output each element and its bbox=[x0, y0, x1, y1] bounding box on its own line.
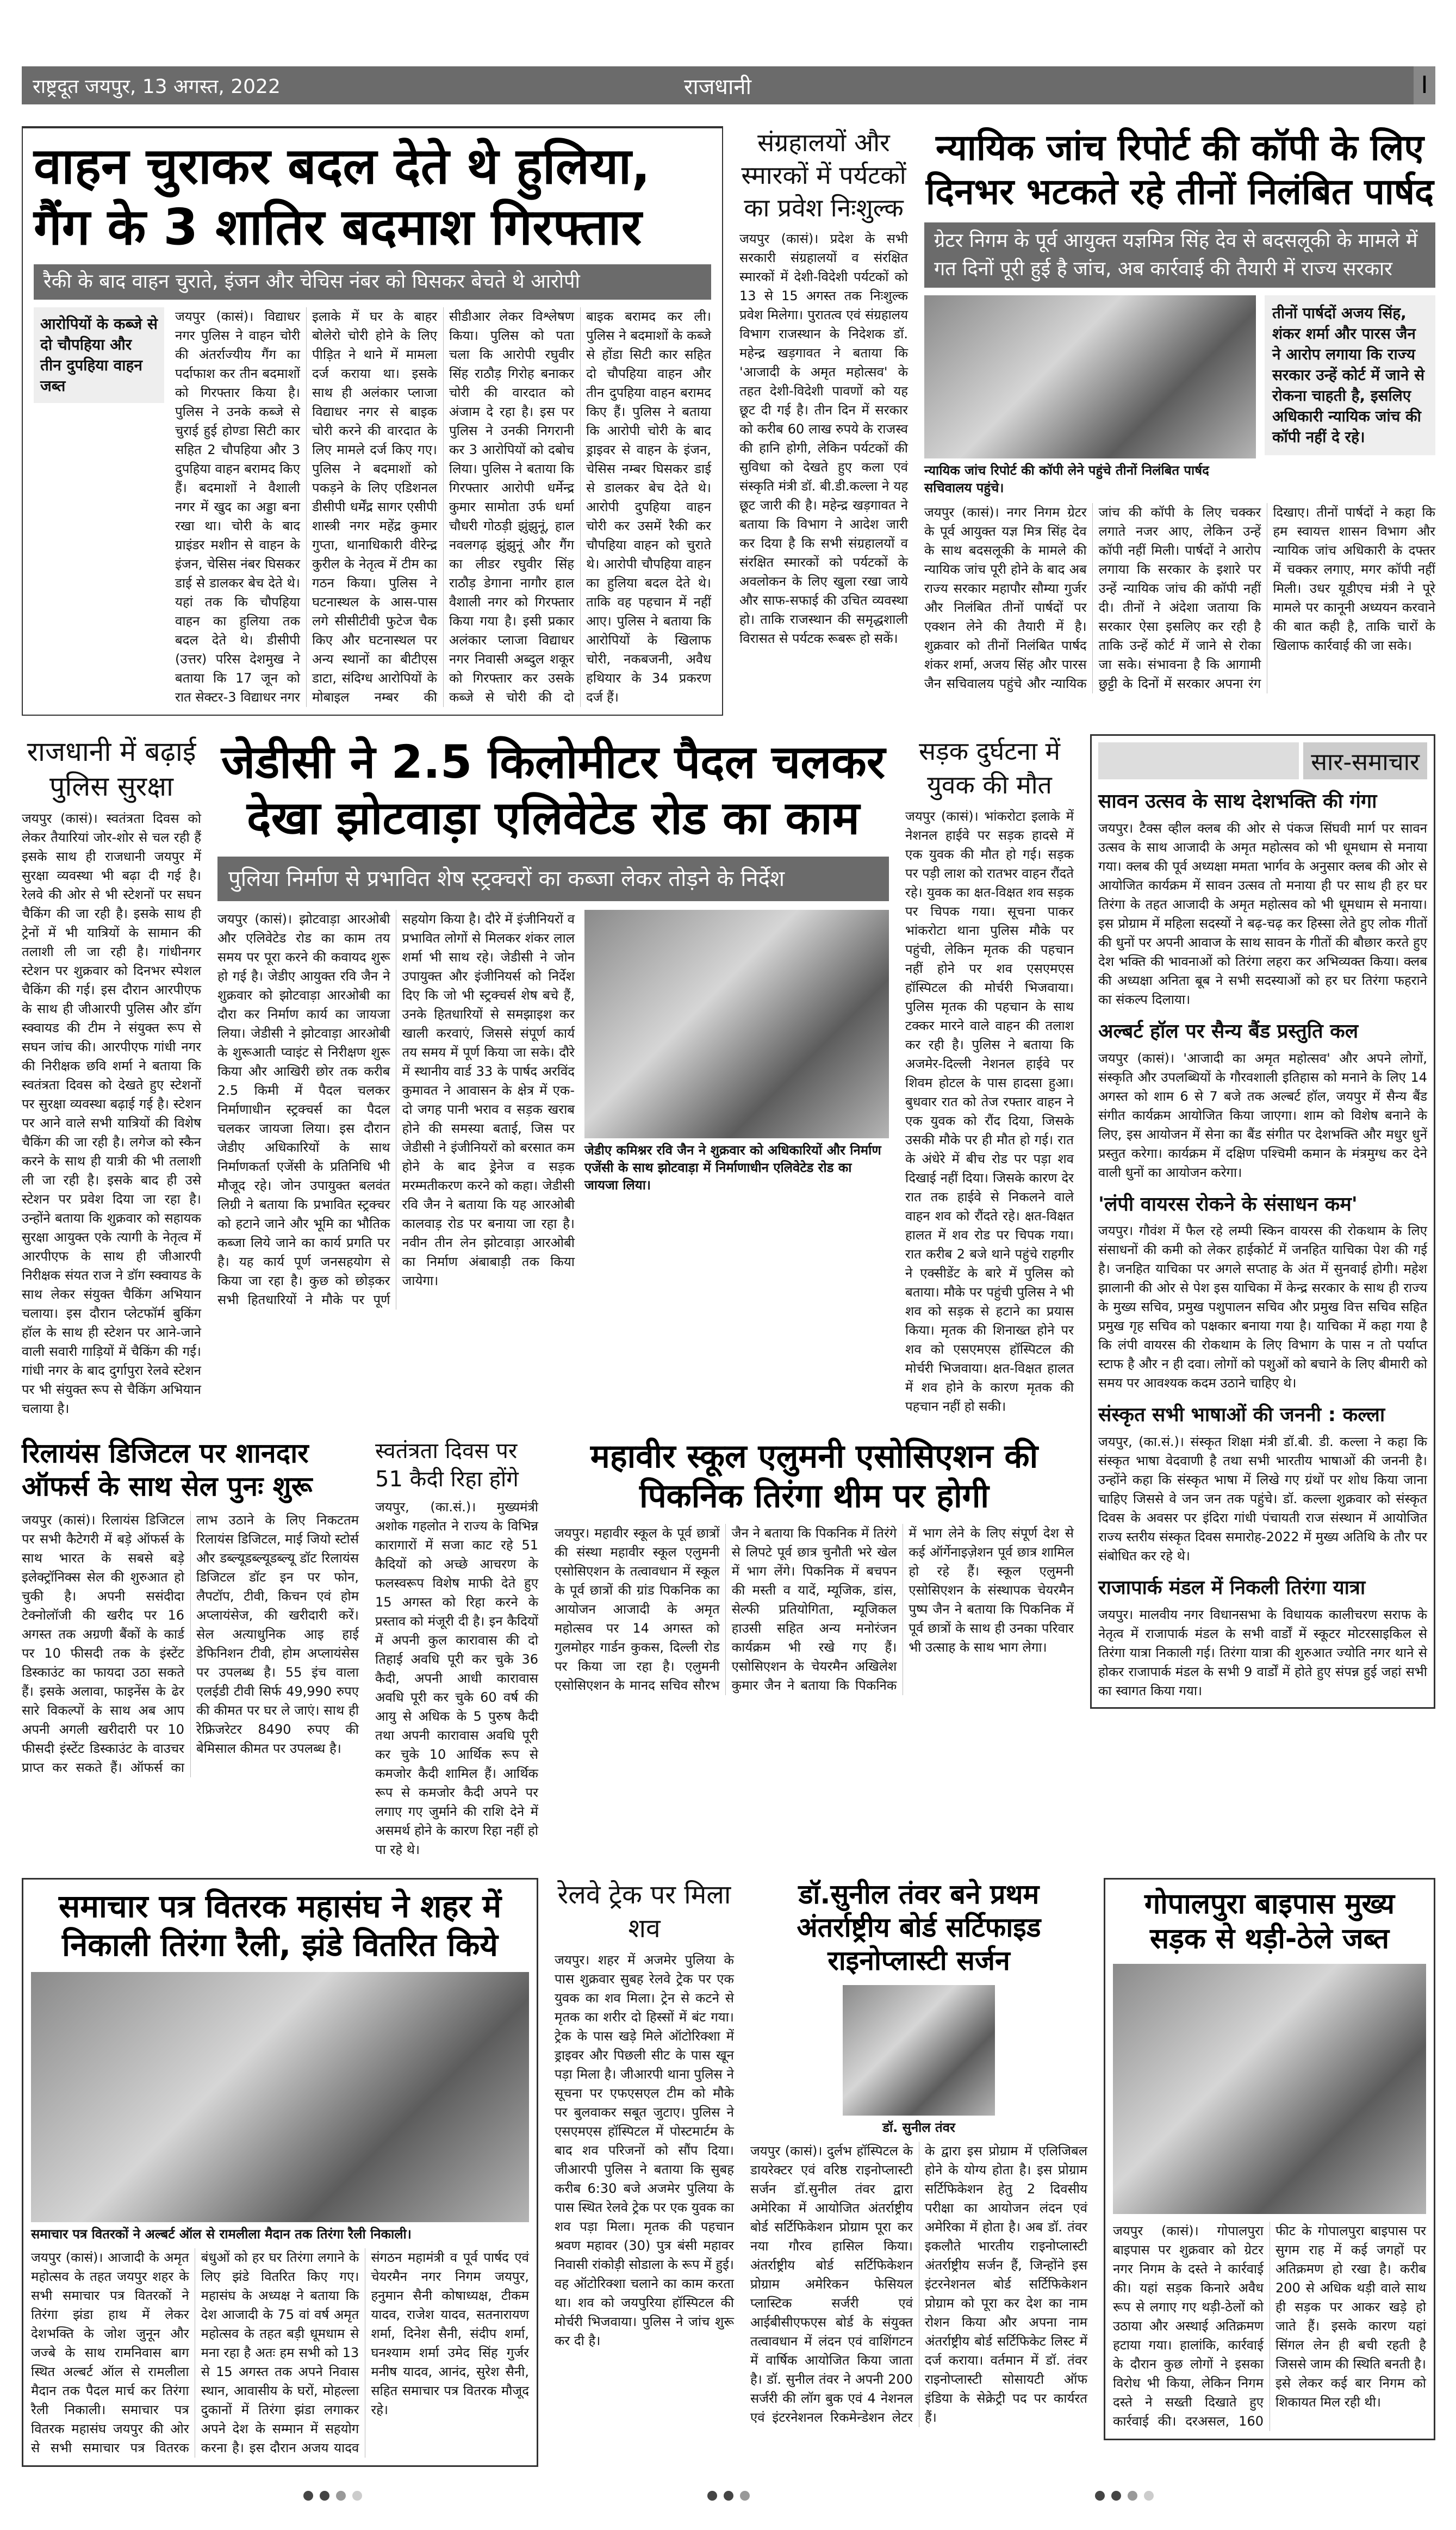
story-prisoners-release bbox=[375, 1437, 538, 1859]
brief-body: जयपुर। टैक्स व्हील क्लब की ओर से पंकज सिंघवी मार्ग पर सावन उत्सव के साथ आजादी के अमृत महोत्सव को भी धूमधाम से मनाया गया। क्लब की पूर्व अध्यक्षा ममता भार्गव के अनुसार क्लब की ओर से आयोजित कार्यक्रम में सावन उत्सव तो मनाया ही पर साथ ही हर घर तिरंगा के तहत आजादी के अमृत महोत्सव को भी धूमधाम से मनाया। इस प्रोग्राम में महिला सदस्यों ने बढ़-चढ़ कर हिस्सा लेते हुए लोक गीतों की धुनों पर अपनी आवाज के साथ सावन के गीतों की बौछार करते हुए देश भक्ति की भावनाओं को तिरंगा लहरा कर अभिव्यक्त किया। क्लब की अध्यक्षा अनिता बूब ने सभी सदस्याओं को हर घर तिरंगा फहराने का संकल्प दिलाया। bbox=[1098, 820, 1427, 1007]
middle-left bbox=[22, 734, 1074, 1859]
story-road-accident bbox=[905, 734, 1074, 1416]
news-photo bbox=[1113, 1964, 1426, 2214]
headline: गोपालपुरा बाइपास मुख्य सड़क से थड़ी-ठेले जब्त bbox=[1144, 1888, 1395, 1955]
row-top bbox=[22, 126, 1435, 716]
page-number: I bbox=[1414, 66, 1435, 104]
news-photo bbox=[924, 295, 1256, 458]
brief-body: जयपुर (कासं)। 'आजादी का अमृत महोत्सव' और अपने लोगों, संस्कृति और उपलब्धियों के गौरवशाली इतिहास को मनाने के लिए 14 अगस्त को शाम 6 से 7 बजे तक अल्बर्ट हॉल, जयपुर में सैन्य बैंड संगीत कार्यक्रम आयोजित किया जाएगा। शाम को विशेष बनाने के लिए, इस आयोजन में सेना का बैंड संगीत पर देशभक्ति और मधुर धुनें प्रस्तुत करेगा। कार्यक्रम में दक्षिण पश्चिमी कमान के मंत्रमुग्ध कर देने वाली धुनों का आयोजन करेगा। bbox=[1098, 1050, 1427, 1180]
article-body: जयपुर (कासं)। स्वतंत्रता दिवस को लेकर तैयारियां जोर-शोर से चल रही हैं इसके साथ ही राजधानी जयपुर में सुरक्षा व्यवस्था भी बढ़ा दी गई है। रेलवे की ओर से भी स्टेशनों पर सघन चैकिंग की जा रही है। इसके साथ ही ट्रेनों में भी यात्रियों के सामान की तलाशी ली जा रही है। गांधीनगर स्टेशन पर शुक्रवार को दिनभर स्पेशल चैकिंग की गई। इस दौरान आरपीएफ के साथ ही जीआरपी पुलिस और डॉग स्क्वायड की टीम ने संयुक्त रूप से सघन जांच की। आरपीएफ गांधी नगर की निरीक्षक छवि शर्मा ने बताया कि स्वतंत्रता दिवस को देखते हुए स्टेशनों पर सुरक्षा व्यवस्था बढ़ाई गई है। स्टेशन पर आने वाले सभी यात्रियों की विशेष चैकिंग की जा रही है। लगेज को स्कैन करने के साथ ही यात्री की भी तलाशी ली जा रही है। इसके बाद ही उसे स्टेशन पर प्रवेश दिया जा रहा है। उन्होंने बताया कि शुक्रवार को सहायक सुरक्षा आयुक्त एके त्यागी के नेतृत्व में आरपीएफ के साथ ही जीआरपी निरीक्षक संयत राज ने डॉग स्क्वायड के साथ लेकर संयुक्त चैकिंग अभियान चलाया। इस दौरान प्लेटफॉर्म बुकिंग हॉल के साथ ही स्टेशन पर आने-जाने वाली सवारी गाड़ियों में चैकिंग की गई। गांधी नगर के बाद दुर्गापुरा रेलवे स्टेशन पर भी संयुक्त रूप से चैकिंग अभियान चलाया है। bbox=[22, 811, 201, 1417]
story-reliance bbox=[22, 1437, 359, 1777]
story-mahavir-school bbox=[555, 1437, 1074, 1695]
article-body: जयपुर (कासं)। भांकरोटा इलाके में नेशनल हाईवे पर सड़क हादसे में एक युवक की मौत हो गई। सड़क पर पड़ी लाश को रातभर वाहन रौंदते रहे। युवक का क्षत-विक्षत शव सड़क पर चिपक गया। सूचना पाकर भांकरोटा थाना पुलिस मौके पर पहुंची, लेकिन मृतक की पहचान नहीं होने पर शव एसएमएस हॉस्पिटल की मोर्चरी भिजवाया। पुलिस मृतक की पहचान के साथ टक्कर मारने वाले वाहन की तलाश कर रही है। पुलिस ने बताया कि अजमेर-दिल्ली नेशनल हाईवे पर शिवम होटल के पास हादसा हुआ। बुधवार रात को तेज रफ्तार वाहन ने एक युवक को रौंद दिया, जिसके उसकी मौके पर ही मौत हो गई। रात के अंधेरे में बीच रोड पर पड़ा शव दिखाई नहीं दिया। जिसके कारण देर रात तक हाईवे से निकलने वाले वाहन शव को रौंदते रहे। क्षत-विक्षत हालत में शव रोड पर चिपक गया। रात करीब 2 बजे थाने पहुंचे राहगीर ने एक्सीडेंट के बारे में पुलिस को बताया। मौके पर पहुंची पुलिस ने भी शव को सड़क से हटाने का प्रयास किया। मृतक की शिनाख्त होने पर शव को एसएमएस हॉस्पिटल की मोर्चरी भिजवाया। क्षत-विक्षत हालत में शव होने के कारण मृतक की पहचान नहीं हो सकी। bbox=[905, 809, 1074, 1415]
row-second bbox=[22, 734, 1074, 1418]
story-vehicle-theft bbox=[22, 126, 723, 716]
article-body: जयपुर (कासं)। गोपालपुरा बाइपास पर शुक्रवार को ग्रेटर नगर निगम के दस्ते ने कार्रवाई की। यहां सड़क किनारे अवैध रूप से लगाए गए थड़ी-ठेलों को उठाया और अस्थाई अतिक्रमण हटाया गया। हालांकि, कार्रवाई के दौरान कुछ लोगों ने इसका विरोध भी किया, लेकिन निगम दस्ते ने सख्ती दिखाते हुए कार्रवाई की। दरअसल, 160 फीट के गोपालपुरा बाइपास पर सुगम राह में कई जगहों पर अतिक्रमण हो रखा है। करीब 200 से अधिक थड़ी वाले साथ ही सड़क पर आकर खड़े हो जाते हैं। इसके कारण यहां सिंगल लेन ही बची रहती है जिससे जाम की स्थिति बनती है। इसे लेकर कई बार निगम को शिकायत मिल रही थी। bbox=[1113, 2223, 1426, 2429]
photo-caption: डॉ. सुनील तंवर bbox=[882, 2120, 955, 2136]
story-dr-sunil-tanwar bbox=[750, 1878, 1087, 2427]
subheadline: रैकी के बाद वाहन चुराते, इंजन और चेचिस नंबर को घिसकर बेचते थे आरोपी bbox=[34, 264, 711, 300]
highlight-box: तीनों पार्षदों अजय सिंह, शंकर शर्मा और पारस जैन ने आरोप लगाया कि राज्य सरकार उन्हें कोर्ट में जाने से रोकना चाहती है, इसलिए अधिकारी न्यायिक जांच की कॉपी नहीं दे रहे। bbox=[1265, 295, 1435, 455]
news-photo bbox=[31, 1972, 529, 2222]
photo-caption: समाचार पत्र वितरकों ने अल्बर्ट ऑल से रामलीला मैदान तक तिरंगा रैली निकाली। bbox=[31, 2226, 412, 2242]
brief-body: जयपुर। मालवीय नगर विधानसभा के विधायक कालीचरण सराफ के नेतृत्व में राजापार्क मंडल के सभी वार्डों में स्कूटर मोटरसाइकिल से तिरंगा यात्रा निकाली गई। तिरंगा यात्रा की शुरुआत ज्योति नगर थाने से होकर राजापार्क मंडल के सभी 9 वार्डों में होते हुए संपन्न हुई जहां सभी का स्वागत किया गया। bbox=[1098, 1607, 1427, 1699]
page-content bbox=[22, 126, 1435, 2530]
headline: वाहन चुराकर बदल देते थे हुलिया, गैंग के 3 शातिर बदमाश गिरफ्तार bbox=[34, 137, 651, 257]
news-brief-sidebar bbox=[1090, 734, 1435, 1709]
story-museum bbox=[739, 126, 908, 648]
subheadline: पुलिया निर्माण से प्रभावित शेष स्ट्रक्चरों का कब्जा लेकर तोड़ने के निर्देश bbox=[217, 857, 889, 901]
dateline: राष्ट्रदूत जयपुर, 13 अगस्त, 2022 bbox=[33, 75, 281, 98]
story-gopalpura bbox=[1104, 1878, 1435, 2440]
brief-body: जयपुर, (का.सं.)। संस्कृत शिक्षा मंत्री डॉ.बी. डी. कल्ला ने कहा कि संस्कृत भाषा वेदवाणी है तथा सभी भारतीय भाषाओं की जननी है। उन्होंने कहा कि संस्कृत भाषा में लिखे गए ग्रंथों पर शोध किया जाना चाहिए जिससे वे जन जन तक पहुंचे। डॉ. कल्ला शुक्रवार को संस्कृत दिवस के अवसर पर इंदिरा गांधी पंचायती राज संस्थान में आयोजित राज्य स्तरीय संस्कृत दिवस समारोह-2022 में मुख्य अतिथि के तौर पर संबोधित कर रहे थे। bbox=[1098, 1434, 1427, 1564]
article-body: जयपुर। शहर में अजमेर पुलिया के पास शुक्रवार सुबह रेलवे ट्रेक पर एक युवक का शव मिला। ट्रेन से कटने से मृतक का शरीर दो हिस्सों में बंट गया। ट्रेक के पास खड़े मिले ऑटोरिक्शा में ड्राइवर और पिछली सीट के पास खून पड़ा मिला है। जीआरपी थाना पुलिस ने सूचना पर एफएसएल टीम को मौके पर बुलवाकर सबूत जुटाए। पुलिस ने एसएमएस हॉस्पिटल में पोस्टमार्टम के बाद शव परिजनों को सौंप दिया। जीआरपी पुलिस ने बताया कि सुबह करीब 6:30 बजे अजमेर पुलिया के पास स्थित रेलवे ट्रेक पर एक युवक का शव पड़ा मिला। मृतक की पहचान श्रवण महावर (30) पुत्र बंसी महावर निवासी रांकोड़ी सोडाला के रूप में हुई। वह ऑटोरिक्शा चलाने का काम करता था। शव को जयपुरिया हॉस्पिटल की मोर्चरी भिजवाया। पुलिस ने जांच शुरू कर दी है। bbox=[555, 1952, 734, 2349]
doctor-photo bbox=[843, 1985, 995, 2116]
article-body: जयपुर (कासं)। रिलायंस डिजिटल पर सभी कैटेगरी में बड़े ऑफर्स के साथ भारत के सबसे बड़े इलेक्ट्रॉनिक्स सेल की शुरुआत हो चुकी है। अपनी ससंदीदा टेक्नोलॉजी की खरीद पर 16 अगस्त तक अग्रणी बैंकों के कार्ड पर 10 फीसदी तक के इंस्टेंट डिस्काउंट का फायदा उठा सकते हैं। इसके अलावा, फाइनेंस के ढेर सारे विकल्पों के साथ अब आप अपनी अगली खरीदारी पर 10 फीसदी इंस्टेंट डिस्काउंट के वाउचर प्राप्त कर सकते हैं। ऑफर्स का लाभ उठाने के लिए निकटतम रिलायंस डिजिटल, माई जियो स्टोर्स और डब्ल्यूडब्ल्यूडब्ल्यू डॉट रिलायंस डिजिटल डॉट इन पर फोन, लैपटॉप, टीवी, किचन एवं होम अप्लायंसेज, की खरीदारी करें। सेल अत्याधुनिक आइ हाई डेफिनिशन टीवी, होम अप्लायंसेस पर उपलब्ध है। 55 इंच वाला एलईडी टीवी सिर्फ 49,990 रुपए की कीमत पर घर ले जाएं। साथ ही रेफ्रिजरेटर 8490 रुपए की बेमिसाल कीमत पर उपलब्ध है। bbox=[22, 1512, 359, 1776]
article-body: जयपुर (कासं)। प्रदेश के सभी सरकारी संग्रहालयों व संरक्षित स्मारकों में देशी-विदेशी पर्यटकों को 13 से 15 अगस्त तक निःशुल्क प्रवेश मिलेगा। पुरातत्व एवं संग्रहालय विभाग राजस्थान के निदेशक डॉ. महेन्द्र खड़गावत ने बताया कि 'आजादी के अमृत महोत्सव' के तहत देशी-विदेशी पावणों को यह छूट दी गई है। तीन दिन में सरकार को करीब 60 लाख रुपये के राजस्व की हानि होगी, लेकिन पर्यटकों की सुविधा को देखते हुए कला एवं संस्कृति मंत्री डॉ. बी.डी.कल्ला ने यह छूट जारी की है। महेन्द्र खड़गावत ने बताया कि विभाग ने आदेश जारी कर दिया है कि सभी संग्रहालयों व संरक्षित स्मारकों को पर्यटकों के अवलोकन के लिए खुला रखा जाये और साफ-सफाई की उचित व्यवस्था हो। ताकि राजस्थान की समृद्धशाली विरासत से पर्यटक रूबरू हो सकें। bbox=[739, 231, 908, 646]
headline: रेलवे ट्रेक पर मिला शव bbox=[557, 1880, 731, 1944]
subheadline: ग्रेटर निगम के पूर्व आयुक्त यज्ञमित्र सिंह देव से बदसलूकी के मामले में गत दिनों पूरी हुई है जांच, अब कार्रवाई की तैयारी में राज्य सरकार bbox=[924, 222, 1435, 288]
story-police-security bbox=[22, 734, 201, 1418]
headline: सड़क दुर्घटना में युवक की मौत bbox=[918, 736, 1061, 800]
article-body: जयपुर (कासं)। नगर निगम ग्रेटर के पूर्व आयुक्त यज्ञ मित्र सिंह देव के साथ बदसलूकी के मामले की न्यायिक जांच पूरी होने के बाद अब राज्य सरकार महापौर सौम्या गुर्जर और निलंबित तीनों पार्षदों पर एक्शन लेने की तैयारी में है। शुक्रवार को तीनों निलंबित पार्षद शंकर शर्मा, अजय सिंह और पारस जैन सचिवालय पहुंचे और न्यायिक जांच की कॉपी के लिए चक्कर लगाते नजर आए, लेकिन उन्हें कॉपी नहीं मिली। पार्षदों ने आरोप लगाया कि सरकार के इशारे पर उन्हें न्यायिक जांच की कॉपी नहीं दी। तीनों ने अंदेशा जताया कि सरकार ऐसा इसलिए कर रही है ताकि उन्हें कोर्ट में जाने से रोका जा सके। संभावना है कि आगामी छुट्टी के दिनों में सरकार अपना रंग दिखाए। तीनों पार्षदों ने कहा कि हम स्वायत्त शासन विभाग और न्यायिक जांच अधिकारी के दफ्तर में चक्कर लगाए, मगर कॉपी नहीं मिली। उधर यूडीएच मंत्री ने पूरे मामले पर कानूनी अध्ययन करवाने की बात कही है, ताकि चारों के खिलाफ कार्रवाई की जा सके। bbox=[924, 505, 1435, 692]
page-header bbox=[22, 66, 1414, 104]
print-marks bbox=[22, 2485, 1435, 2508]
story-parshad bbox=[924, 126, 1435, 693]
article-body: जयपुर (कासं)। दुर्लभ हॉस्पिटल के डायरेक्टर एवं वरिष्ठ राइनोप्लास्टी सर्जन डॉ.सुनील तंवर द्वारा अमेरिका में आयोजित अंतर्राष्ट्रीय बोर्ड सर्टिफिकेशन प्रोग्राम पूरा कर नया गौरव हासिल किया। अंतर्राष्ट्रीय बोर्ड सर्टिफिकेशन प्रोग्राम अमेरिकन फेसियल प्लास्टिक सर्जरी एवं आईबीसीएफएस बोर्ड के संयुक्त तत्वावधान में लंदन एवं वाशिंगटन में वार्षिक आयोजित किया जाता है। डॉ. सुनील तंवर ने अपनी 200 सर्जरी की लॉग बुक एवं 4 नेशनल एवं इंटरनेशनल रिकमेन्डेशन लेटर के द्वारा इस प्रोग्राम में एलिजिबल होने के योग्य होता है। इस प्रोग्राम सर्टिफिकेशन हेतु 2 दिवसीय परीक्षा का आयोजन लंदन एवं अमेरिका में होता है। अब डॉ. तंवर इकलौते भारतीय राइनोप्लास्टी अंतर्राष्ट्रीय सर्जन हैं, जिन्होंने इस इंटरनेशनल बोर्ड सर्टिफिकेशन प्रोग्राम को पूरा कर देश का नाम रोशन किया और अपना नाम अंतर्राष्ट्रीय बोर्ड सर्टिफिकेट लिस्ट में दर्ज कराया। वर्तमान में डॉ. तंवर राइनोप्लास्टी सोसायटी ऑफ इंडिया के सेक्रेट्री पद पर कार्यरत हैं। bbox=[750, 2143, 1087, 2426]
article-body: जयपुर, (का.सं.)। मुख्यमंत्री अशोक गहलोत ने राज्य के विभिन्न कारागारों में सजा काट रहे 51 कैदियों को अच्छे आचरण के फलस्वरूप विशेष माफी देते हुए 15 अगस्त को रिहा करने के प्रस्ताव को मंजूरी दी है। इन कैदियों में अपनी कुल कारावास की दो तिहाई अवधि पूरी कर चुके 36 कैदी, अपनी आधी कारावास अवधि पूरी कर चुके 60 वर्ष की आयु से अधिक के 5 पुरुष कैदी तथा अपनी कारावास अवधि पूरी कर चुके 10 आर्थिक रूप से कमजोर कैदी शामिल हैं। आर्थिक रूप से कमजोर कैदी अपने पर लगाए गए जुर्माने की राशि देने में असमर्थ होने के कारण रिहा नहीं हो पा रहे थे। bbox=[375, 1499, 538, 1858]
row-bottom bbox=[22, 1878, 1435, 2467]
brief-headline: संस्कृत सभी भाषाओं की जननी : कल्ला bbox=[1098, 1404, 1385, 1427]
brief-headline: अल्बर्ट हॉल पर सैन्य बैंड प्रस्तुति कल bbox=[1098, 1020, 1359, 1043]
headline: महावीर स्कूल एलुमनी एसोसिएशन की पिकनिक तिरंगा थीम पर होगी bbox=[590, 1437, 1038, 1516]
headline: संग्रहालयों और स्मारकों में पर्यटकों का प्रवेश निःशुल्क bbox=[741, 128, 906, 222]
photo-caption: जेडीए कमिश्नर रवि जैन ने शुक्रवार को अधिकारियों और निर्माण एजेंसी के साथ झोटवाड़ा में निर्माणाधीन एलिवेटेड रोड का जायजा लिया। bbox=[584, 1143, 881, 1193]
brief-headline: राजापार्क मंडल में निकली तिरंगा यात्रा bbox=[1098, 1577, 1366, 1599]
article-body: जयपुर। महावीर स्कूल के पूर्व छात्रों की संस्था महावीर स्कूल एलुमनी एसोसिएशन के तत्वावधान में स्कूल के पूर्व छात्रों की ग्रांड पिकनिक का आयोजन आजादी के अमृत महोत्सव पर 14 अगस्त को गुलमोहर गार्डन कुकस, दिल्ली रोड पर किया जा रहा है। एलुमनी एसोसिएशन के मानद सचिव सौरभ जैन ने बताया कि पिकनिक में तिरंगे से लिपटे पूर्व छात्र चुनौती भरे खेल में भाग लेंगे। पिकनिक में बचपन की मस्ती व यादें, म्यूजिक, डांस, सेल्फी प्रतियोगिता, म्यूजिकल हाउसी सहित अन्य मनोरंजन कार्यक्रम भी रखे गए हैं। एसोसिएशन के चेयरमैन अखिलेश कुमार जैन ने बताया कि पिकनिक में भाग लेने के लिए संपूर्ण देश से कई ऑर्गेनाइज़ेशन पूर्व छात्र शामिल हो रहे हैं। स्कूल एलुमनी एसोसिएशन के संस्थापक चेयरमैन पुष्प जैन ने बताया कि पिकनिक में पूर्व छात्रों के साथ ही उनका परिवार भी उत्साह के साथ भाग लेगा। bbox=[555, 1526, 1074, 1694]
brief-body: जयपुर। गौवंश में फैल रहे लम्पी स्किन वायरस की रोकथाम के लिए संसाधनों की कमी को लेकर हाईकोर्ट में जनहित याचिका पेश की गई है। जनहित याचिका पर अगले सप्ताह के अंत में सुनवाई होगी। महेश झालानी की ओर से पेश इस याचिका में केन्द्र सरकार के साथ ही राज्य के मुख्य सचिव, प्रमुख पशुपालन सचिव और प्रमुख वित्त सचिव सहित प्रमुख गृह सचिव को पक्षकार बनाया गया है। याचिका में कहा गया है कि लंपी वायरस की रोकथाम के लिए विभाग के पास न तो पर्याप्त स्टाफ है और न ही दवा। लोगों को पशुओं को बचाने के लिए बीमारी को समय पर आवश्यक कदम उठाने चाहिए थे। bbox=[1098, 1223, 1427, 1391]
row-middle bbox=[22, 734, 1435, 1859]
photo-caption: न्यायिक जांच रिपोर्ट की कॉपी लेने पहुंचे तीनों निलंबित पार्षद सचिवालय पहुंचे। bbox=[924, 463, 1209, 496]
article-body: जयपुर (कासं)। झोटवाड़ा आरओबी और एलिवेटेड रोड का काम तय समय पर पूरा करने की कवायद शुरू हो गई है। जेडीए आयुक्त रवि जैन ने शुक्रवार को झोटवाड़ा आरओबी का दौरा कर निर्माण कार्य का जायजा लिया। जेडीसी ने झोटवाड़ा आरओबी के शुरूआती प्वाइंट से निरीक्षण शुरू किया और आखिरी छोर तक करीब 2.5 किमी में पैदल चलकर निर्माणाधीन स्ट्रक्चर्स का पैदल चलकर जायजा लिया। इस दौरान जेडीए अधिकारियों के साथ निर्माणकर्ता एजेंसी के प्रतिनिधि भी मौजूद रहे। जोन उपायुक्त बलवंत लिग्री ने बताया कि प्रभावित स्ट्रक्चर को हटाने जाने और भूमि का भौतिक कब्जा लिये जाने का कार्य प्रगति पर है। यह कार्य पूर्ण जनसहयोग से किया जा रहा है। कुछ को छोड़कर सभी हितधारियों ने मौके पर पूर्ण सहयोग किया है। दौरे में इंजीनियरों व प्रभावित लोगों से मिलकर शंकर लाल शर्मा भी साथ रहे। जेडीसी ने जोन उपायुक्त और इंजीनियर्स को निर्देश दिए कि जो भी स्ट्रक्चर्स शेष बचे हैं, उनके हितधारियों से समझाइश कर खाली करवाएं, जिससे संपूर्ण कार्य तय समय में पूर्ण किया जा सके। दौरे में स्थानीय वार्ड 33 के पार्षद अरविंद कुमावत ने आवासन के क्षेत्र में एक-दो जगह पानी भराव व सड़क खराब होने की समस्या बताई, जिस पर जेडीसी ने इंजीनियरों को बरसात कम होने के बाद ड्रेनेज व सड़क मरम्मतीकरण करने को कहा। जेडीसी रवि जैन ने बताया कि यह आरओबी कालवाड़ रोड पर बनाया जा रहा है। नवीन तीन लेन झोटवाड़ा आरओबी का निर्माण अंबाबाड़ी तक किया जायेगा। bbox=[217, 911, 575, 1307]
story-railway-body bbox=[555, 1878, 734, 2351]
article-body: जयपुर (कासं)। आजादी के अमृत महोत्सव के तहत जयपुर शहर के सभी समाचार पत्र वितरकों ने तिरंगा झंडा हाथ में लेकर देशभक्ति के जोश जुनून और जज्बे के साथ रामनिवास बाग स्थित अल्बर्ट ऑल से रामलीला मैदान तक पैदल मार्च कर तिरंगा रैली निकाली। समाचार पत्र वितरक महासंघ जयपुर की ओर से सभी समाचार पत्र वितरक बंधुओं को हर घर तिरंगा लगाने के लिए झंडे वितरित किए गए। महासंघ के अध्यक्ष ने बताया कि देश आजादी के 75 वां वर्ष अमृत महोत्सव के तहत बड़ी धूमधाम से मना रहा है अतः हम सभी को 13 से 15 अगस्त तक अपने निवास स्थान, आवासीय के घरों, मोहल्ला दुकानों में तिरंगा झंडा लगाकर अपने देश के सम्मान में सहयोग करना है। इस दौरान अजय यादव संगठन महामंत्री व पूर्व पार्षद एवं चेयरमैन नगर निगम जयपुर, हनुमान सैनी कोषाध्यक्ष, टीकम यादव, राजेश यादव, सतनारायण शर्मा, दिनेश सैनी, संदीप शर्मा, घनश्याम शर्मा उमेद सिंह गुर्जर मनीष यादव, आनंद, सुरेश सैनी, सहित समाचार पत्र वितरक मौजूद रहे। bbox=[31, 2249, 529, 2455]
article-body: जयपुर (कासं)। विद्याधर नगर पुलिस ने वाहन चोरी की अंतर्राज्यीय गैंग का पर्दाफाश कर तीन बदमाशों को गिरफ्तार किया है। पुलिस ने उनके कब्जे से चुराई हुई होण्डा सिटी कार सहित 2 चौपहिया और 3 दुपहिया वाहन बरामद किए हैं। बदमाशों ने वैशाली नगर में खुद का अड्डा बना रखा था। चोरी के बाद ग्राइंडर मशीन से वाहन के इंजन, चेसिस नंबर घिसकर डाई से डालकर बेच देते थे। यहां तक कि चौपहिया वाहन का हुलिया तक बदल देते थे। डीसीपी (उत्तर) परिस देशमुख ने बताया कि 17 जून को रात सेक्टर-3 विद्याधर नगर इलाके में घर के बाहर बोलेरो चोरी होने के लिए पीड़ित ने थाने में मामला दर्ज कराया था। इसके साथ ही अलंकार प्लाजा विद्याधर नगर से बाइक चोरी करने की वारदात के लिए मामले दर्ज किए गए। पुलिस ने बदमाशों को पकड़ने के लिए एडिशनल डीसीपी धर्मेंद्र सागर एसीपी शास्त्री नगर महेंद्र कुमार गुप्ता, थानाधिकारी वीरेन्द्र कुरील के नेतृत्व में टीम का गठन किया। पुलिस ने घटनास्थल के आस-पास लगे सीसीटीवी फुटेज चैक किए और घटनास्थल पर अन्य स्थानों का बीटीएस डाटा, संदिग्ध आरोपियों के मोबाइल नम्बर की सीडीआर लेकर विश्लेषण किया। पुलिस को पता चला कि आरोपी रघुवीर सिंह राठौड़ गिरोह बनाकर चोरी की वारदात को अंजाम दे रहा है। इस पर पुलिस ने उनकी निगरानी कर 3 आरोपियों को दबोच लिया। पुलिस ने बताया कि गिरफ्तार आरोपी धर्मेन्द्र कुमार सामोता उर्फ धर्मा चौधरी गोठड़ी झुंझुनूं, हाल नवलगढ़ झुंझुनूं और गैंग का लीडर रघुवीर सिंह राठौड़ डेगाना नागौर हाल वैशाली नगर को गिरफ्तार किया गया है। इसी प्रकार अलंकार प्लाजा विद्याधर नगर निवासी अब्दुल शकूर को गिरफ्तार कर उसके कब्जे से चोरी की दो बाइक बरामद कर ली। पुलिस ने बदमाशों के कब्जे से होंडा सिटी कार सहित दो चौपहिया वाहन और तीन दुपहिया वाहन बरामद किए हैं। पुलिस ने बताया कि आरोपी चोरी के बाद ड्राइवर से वाहन के इंजन, चेसिस नम्बर घिसकर डाई से डालकर बेच देते थे। आरोपी दुपहिया वाहन चोरी कर उसमें रैकी कर चौपहिया वाहन को चुराते थे। आरोपी चौपहिया वाहन का हुलिया बदल देते थे। ताकि वह पहचान में नहीं आए। पुलिस ने बताया कि आरोपियों के खिलाफ चोरी, नकबजनी, अवैध हथियार के 34 प्रकरण दर्ज हैं। bbox=[175, 309, 711, 705]
headline: न्यायिक जांच रिपोर्ट की कॉपी के लिए दिनभर भटकते रहे तीनों निलंबित पार्षद bbox=[925, 127, 1434, 213]
headline: समाचार पत्र वितरक महासंघ ने शहर में निकाली तिरंगा रैली, झंडे वितरित किये bbox=[58, 1888, 502, 1963]
headline: जेडीसी ने 2.5 किलोमीटर पैदल चलकर देखा झोटवाड़ा एलिवेटेड रोड का काम bbox=[221, 735, 886, 845]
section-name: राजधानी bbox=[684, 74, 751, 100]
sidebar-title: सार-समाचार bbox=[1303, 742, 1427, 779]
story-tiranga-rally bbox=[22, 1878, 538, 2467]
headline: डॉ.सुनील तंवर बने प्रथम अंतर्राष्ट्रीय बोर्ड सर्टिफाइड राइनोप्लास्टी सर्जन bbox=[797, 1878, 1041, 1977]
headline: राजधानी में बढ़ाई पुलिस सुरक्षा bbox=[27, 736, 196, 803]
news-photo bbox=[584, 910, 889, 1138]
brief-headline: सावन उत्सव के साथ देशभक्ति की गंगा bbox=[1098, 790, 1377, 813]
brief-headline: 'लंपी वायरस रोकने के संसाधन कम' bbox=[1098, 1193, 1358, 1216]
row-third bbox=[22, 1437, 1074, 1859]
story-jdc-elevated-road bbox=[217, 734, 889, 1310]
headline: रिलायंस डिजिटल पर शानदार ऑफर्स के साथ सेल पुनः शुरू bbox=[22, 1437, 313, 1503]
highlight-box: आरोपियों के कब्जे से दो चौपहिया और तीन दुपहिया वाहन जब्त bbox=[34, 307, 164, 403]
headline: स्वतंत्रता दिवस पर 51 कैदी रिहा होंगे bbox=[375, 1438, 519, 1492]
